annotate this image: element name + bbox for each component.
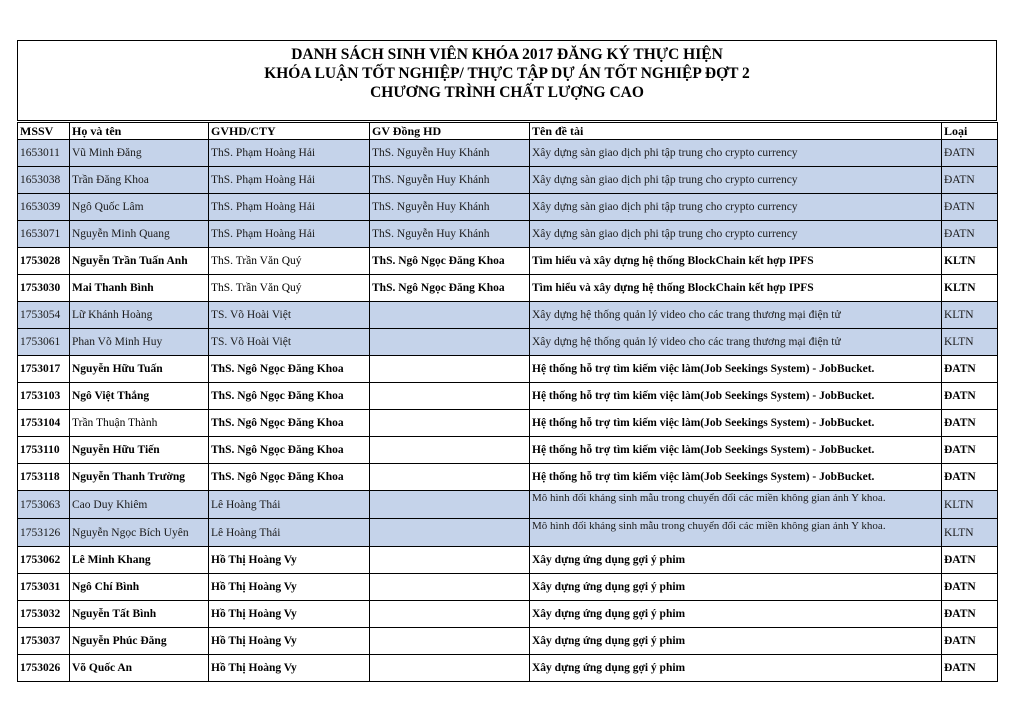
cell-topic: Xây dựng hệ thống quản lý video cho các trang thương mại điện tử xyxy=(530,302,942,329)
table-row xyxy=(18,194,998,221)
table-row xyxy=(18,437,998,464)
cell-name: Cao Duy Khiêm xyxy=(70,491,209,519)
document-title xyxy=(17,40,997,121)
cell-mssv: 1753032 xyxy=(18,601,70,628)
cell-mssv: 1753126 xyxy=(18,519,70,547)
header-name: Họ và tên xyxy=(70,123,209,140)
cell-mssv: 1753110 xyxy=(18,437,70,464)
cell-topic: Xây dựng sàn giao dịch phi tập trung cho crypto currency xyxy=(530,140,942,167)
cell-mssv: 1753030 xyxy=(18,275,70,302)
cell-topic: Hệ thống hỗ trợ tìm kiếm việc làm(Job Seekings System) - JobBucket. xyxy=(530,437,942,464)
cell-name: Phan Võ Minh Huy xyxy=(70,329,209,356)
cell-dong-hd xyxy=(370,574,530,601)
cell-topic: Hệ thống hỗ trợ tìm kiếm việc làm(Job Seekings System) - JobBucket. xyxy=(530,356,942,383)
cell-name: Nguyễn Hữu Tiến xyxy=(70,437,209,464)
cell-gvhd: Hồ Thị Hoàng Vy xyxy=(209,574,370,601)
cell-type: ĐATN xyxy=(942,655,998,682)
cell-type: ĐATN xyxy=(942,547,998,574)
cell-dong-hd xyxy=(370,410,530,437)
header-type: Loại xyxy=(942,123,998,140)
cell-dong-hd xyxy=(370,356,530,383)
document-sheet xyxy=(17,40,997,682)
cell-dong-hd xyxy=(370,437,530,464)
cell-type: ĐATN xyxy=(942,167,998,194)
cell-gvhd: Hồ Thị Hoàng Vy xyxy=(209,547,370,574)
cell-name: Nguyễn Minh Quang xyxy=(70,221,209,248)
cell-gvhd: ThS. Ngô Ngọc Đăng Khoa xyxy=(209,383,370,410)
table-row xyxy=(18,248,998,275)
cell-mssv: 1753017 xyxy=(18,356,70,383)
cell-type: KLTN xyxy=(942,329,998,356)
cell-mssv: 1753054 xyxy=(18,302,70,329)
cell-gvhd: ThS. Ngô Ngọc Đăng Khoa xyxy=(209,464,370,491)
cell-name: Vũ Minh Đăng xyxy=(70,140,209,167)
cell-gvhd: ThS. Trần Văn Quý xyxy=(209,275,370,302)
cell-gvhd: ThS. Ngô Ngọc Đăng Khoa xyxy=(209,410,370,437)
cell-dong-hd: ThS. Nguyễn Huy Khánh xyxy=(370,221,530,248)
cell-type: ĐATN xyxy=(942,221,998,248)
cell-topic: Xây dựng hệ thống quản lý video cho các trang thương mại điện tử xyxy=(530,329,942,356)
cell-mssv: 1653038 xyxy=(18,167,70,194)
table-row xyxy=(18,601,998,628)
cell-gvhd: Hồ Thị Hoàng Vy xyxy=(209,655,370,682)
cell-dong-hd xyxy=(370,302,530,329)
cell-dong-hd: ThS. Ngô Ngọc Đăng Khoa xyxy=(370,275,530,302)
cell-topic: Xây dựng ứng dụng gợi ý phim xyxy=(530,628,942,655)
cell-mssv: 1753061 xyxy=(18,329,70,356)
table-row xyxy=(18,167,998,194)
table-row xyxy=(18,655,998,682)
cell-type: ĐATN xyxy=(942,601,998,628)
title-line-3: CHƯƠNG TRÌNH CHẤT LƯỢNG CAO xyxy=(370,84,644,101)
cell-type: ĐATN xyxy=(942,356,998,383)
cell-type: ĐATN xyxy=(942,383,998,410)
cell-name: Lê Minh Khang xyxy=(70,547,209,574)
table-row xyxy=(18,491,998,519)
table-row xyxy=(18,140,998,167)
cell-dong-hd xyxy=(370,329,530,356)
cell-topic: Tìm hiểu và xây dựng hệ thống BlockChain kết hợp IPFS xyxy=(530,275,942,302)
cell-dong-hd xyxy=(370,383,530,410)
cell-gvhd: Lê Hoàng Thái xyxy=(209,519,370,547)
cell-type: ĐATN xyxy=(942,194,998,221)
table-row xyxy=(18,574,998,601)
header-dong-hd: GV Đồng HD xyxy=(370,123,530,140)
cell-gvhd: TS. Võ Hoài Việt xyxy=(209,329,370,356)
cell-mssv: 1653011 xyxy=(18,140,70,167)
header-topic: Tên đề tài xyxy=(530,123,942,140)
table-row xyxy=(18,221,998,248)
cell-dong-hd: ThS. Nguyễn Huy Khánh xyxy=(370,167,530,194)
cell-dong-hd xyxy=(370,491,530,519)
cell-dong-hd xyxy=(370,628,530,655)
student-table xyxy=(17,122,998,682)
cell-mssv: 1753103 xyxy=(18,383,70,410)
cell-gvhd: TS. Võ Hoài Việt xyxy=(209,302,370,329)
cell-topic: Xây dựng ứng dụng gợi ý phim xyxy=(530,601,942,628)
cell-topic: Tìm hiểu và xây dựng hệ thống BlockChain kết hợp IPFS xyxy=(530,248,942,275)
cell-gvhd: ThS. Ngô Ngọc Đăng Khoa xyxy=(209,356,370,383)
cell-topic: Mô hình đối kháng sinh mẫu trong chuyển đổi các miền không gian ảnh Y khoa. xyxy=(530,491,942,519)
table-row xyxy=(18,329,998,356)
cell-type: KLTN xyxy=(942,275,998,302)
cell-topic: Mô hình đối kháng sinh mẫu trong chuyển đổi các miền không gian ảnh Y khoa. xyxy=(530,519,942,547)
cell-mssv: 1653071 xyxy=(18,221,70,248)
cell-name: Ngô Chí Bình xyxy=(70,574,209,601)
cell-name: Võ Quốc An xyxy=(70,655,209,682)
cell-name: Mai Thanh Bình xyxy=(70,275,209,302)
cell-dong-hd xyxy=(370,519,530,547)
cell-name: Nguyễn Hữu Tuấn xyxy=(70,356,209,383)
title-line-2: KHÓA LUẬN TỐT NGHIỆP/ THỰC TẬP DỰ ÁN TỐT NGHIỆP ĐỢT 2 xyxy=(264,65,750,82)
cell-dong-hd: ThS. Nguyễn Huy Khánh xyxy=(370,194,530,221)
title-line-1: DANH SÁCH SINH VIÊN KHÓA 2017 ĐĂNG KÝ THỰC HIỆN xyxy=(291,46,723,63)
header-gvhd: GVHD/CTY xyxy=(209,123,370,140)
table-row xyxy=(18,464,998,491)
cell-topic: Xây dựng ứng dụng gợi ý phim xyxy=(530,574,942,601)
cell-name: Ngô Quốc Lâm xyxy=(70,194,209,221)
table-header-row xyxy=(18,123,998,140)
table-row xyxy=(18,519,998,547)
cell-type: KLTN xyxy=(942,302,998,329)
cell-topic: Hệ thống hỗ trợ tìm kiếm việc làm(Job Seekings System) - JobBucket. xyxy=(530,410,942,437)
cell-type: ĐATN xyxy=(942,574,998,601)
cell-dong-hd xyxy=(370,547,530,574)
cell-type: ĐATN xyxy=(942,464,998,491)
cell-mssv: 1753062 xyxy=(18,547,70,574)
cell-gvhd: ThS. Phạm Hoàng Hải xyxy=(209,167,370,194)
cell-dong-hd xyxy=(370,655,530,682)
table-row xyxy=(18,356,998,383)
cell-name: Trần Đăng Khoa xyxy=(70,167,209,194)
table-row xyxy=(18,302,998,329)
cell-mssv: 1753028 xyxy=(18,248,70,275)
cell-name: Nguyễn Tất Bình xyxy=(70,601,209,628)
cell-topic: Xây dựng sàn giao dịch phi tập trung cho crypto currency xyxy=(530,221,942,248)
cell-type: KLTN xyxy=(942,248,998,275)
cell-name: Nguyễn Phúc Đăng xyxy=(70,628,209,655)
cell-type: ĐATN xyxy=(942,140,998,167)
cell-dong-hd xyxy=(370,464,530,491)
cell-gvhd: ThS. Trần Văn Quý xyxy=(209,248,370,275)
cell-mssv: 1753031 xyxy=(18,574,70,601)
cell-mssv: 1753026 xyxy=(18,655,70,682)
cell-topic: Hệ thống hỗ trợ tìm kiếm việc làm(Job Seekings System) - JobBucket. xyxy=(530,464,942,491)
cell-gvhd: ThS. Phạm Hoàng Hải xyxy=(209,140,370,167)
cell-type: ĐATN xyxy=(942,437,998,464)
cell-name: Nguyễn Trần Tuấn Anh xyxy=(70,248,209,275)
header-mssv: MSSV xyxy=(18,123,70,140)
cell-name: Lữ Khánh Hoàng xyxy=(70,302,209,329)
cell-gvhd: Lê Hoàng Thái xyxy=(209,491,370,519)
cell-topic: Hệ thống hỗ trợ tìm kiếm việc làm(Job Seekings System) - JobBucket. xyxy=(530,383,942,410)
cell-gvhd: Hồ Thị Hoàng Vy xyxy=(209,628,370,655)
cell-dong-hd: ThS. Nguyễn Huy Khánh xyxy=(370,140,530,167)
table-row xyxy=(18,410,998,437)
table-row xyxy=(18,547,998,574)
cell-mssv: 1753037 xyxy=(18,628,70,655)
cell-gvhd: ThS. Ngô Ngọc Đăng Khoa xyxy=(209,437,370,464)
cell-mssv: 1753118 xyxy=(18,464,70,491)
cell-topic: Xây dựng sàn giao dịch phi tập trung cho crypto currency xyxy=(530,167,942,194)
cell-dong-hd xyxy=(370,601,530,628)
table-row xyxy=(18,275,998,302)
cell-name: Nguyễn Thanh Trường xyxy=(70,464,209,491)
cell-type: ĐATN xyxy=(942,410,998,437)
cell-topic: Xây dựng ứng dụng gợi ý phim xyxy=(530,547,942,574)
cell-type: KLTN xyxy=(942,519,998,547)
table-row xyxy=(18,383,998,410)
cell-gvhd: ThS. Phạm Hoàng Hải xyxy=(209,194,370,221)
cell-dong-hd: ThS. Ngô Ngọc Đăng Khoa xyxy=(370,248,530,275)
cell-gvhd: Hồ Thị Hoàng Vy xyxy=(209,601,370,628)
cell-type: KLTN xyxy=(942,491,998,519)
table-row xyxy=(18,628,998,655)
cell-name: Trần Thuận Thành xyxy=(70,410,209,437)
cell-topic: Xây dựng ứng dụng gợi ý phim xyxy=(530,655,942,682)
cell-name: Ngô Việt Thắng xyxy=(70,383,209,410)
cell-gvhd: ThS. Phạm Hoàng Hải xyxy=(209,221,370,248)
cell-topic: Xây dựng sàn giao dịch phi tập trung cho crypto currency xyxy=(530,194,942,221)
cell-name: Nguyễn Ngọc Bích Uyên xyxy=(70,519,209,547)
cell-type: ĐATN xyxy=(942,628,998,655)
cell-mssv: 1753063 xyxy=(18,491,70,519)
cell-mssv: 1753104 xyxy=(18,410,70,437)
cell-mssv: 1653039 xyxy=(18,194,70,221)
